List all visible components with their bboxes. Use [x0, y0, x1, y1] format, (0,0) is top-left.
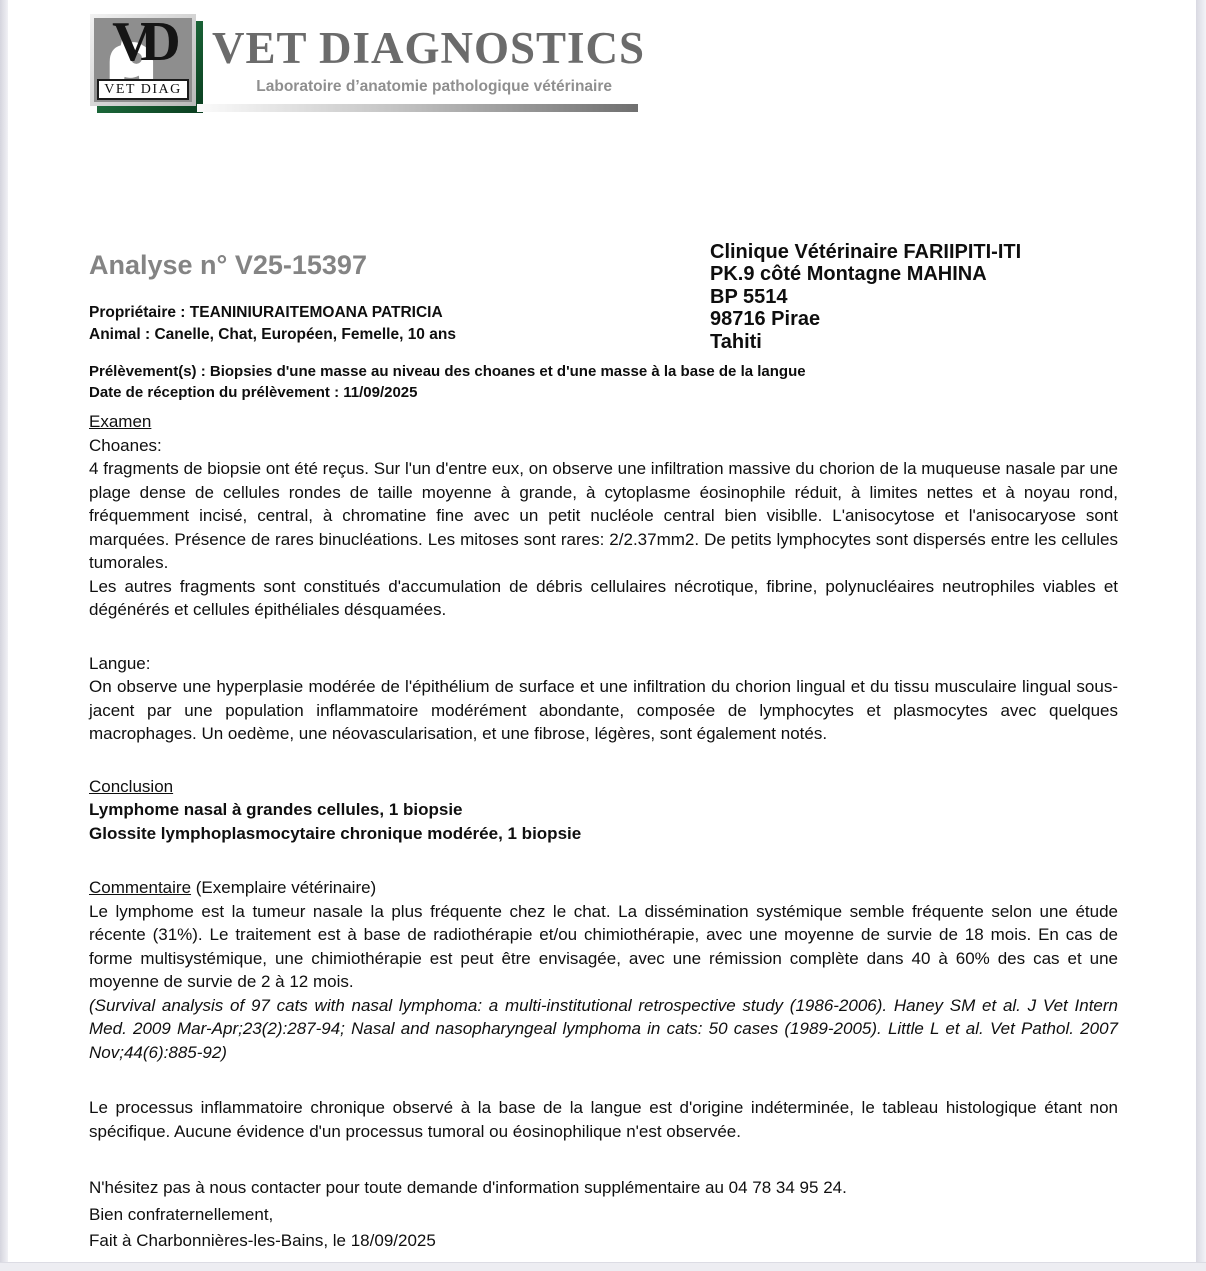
clinic-address-line: 98716 Pirae	[710, 308, 821, 331]
animal-line: Animal : Canelle, Chat, Européen, Femelle, 10 ans	[89, 326, 456, 343]
langue-paragraph: On observe une hyperplasie modérée de l'épithélium de surface et une infiltration du chorion lingual et du tissu musculaire lingual sous-jacent par une population inflammatoire modérément abondante, composée de lymphocytes et plasmocytes avec quelques macrophages. Un oedème, une néovascularisation, et une fibrose, légères, sont également notés.	[89, 677, 1118, 743]
conclusion-heading: Conclusion	[89, 776, 174, 796]
sample-info	[89, 361, 806, 403]
commentary-heading: Commentaire	[89, 878, 192, 897]
contact-line: N'hésitez pas à nous contacter pour toute demande d'information supplémentaire au 04 78 34 95 24.	[89, 1178, 847, 1197]
report-body	[89, 410, 1118, 1255]
commentary-citation: (Survival analysis of 97 cats with nasal lymphoma: a multi-institutional retrospective study (1986-2006). Haney SM et al. J Vet Intern Med. 2009 Mar-Apr;23(2):287-94; Nasal and nasopharyngeal lymphoma in cats: 50 cases (1989-2005). Little L et al. Vet Pathol. 2007 Nov;44(6):885-92)	[89, 995, 1118, 1062]
brand-subtitle: Laboratoire d’anatomie pathologique vétérinaire	[256, 78, 612, 95]
page-edge-bottom	[0, 1262, 1206, 1271]
commentary-paragraph-2: Le processus inflammatoire chronique observé à la base de la langue est d'origine indéterminée, le tableau histologique étant non spécifique. Aucune évidence d'un processus tumoral ou éosinophilique n'est observée.	[89, 1098, 1118, 1141]
choanes-label: Choanes:	[89, 435, 162, 455]
choanes-paragraph-1: 4 fragments de biopsie ont été reçus. Sur l'un d'entre eux, on observe une infiltration massive du chorion de la muqueuse nasale par une plage dense de cellules rondes de taille moyenne à grande, à cytoplasme éosinophile réduit, à limites nettes et à noyau rond, fréquemment incisé, central, à chromatine fine avec un petit nucléole central bien visiblle. L'anisocytose et l'anisocaryose sont marquées. Présence de rares binucléations. Les mitoses sont rares: 2/2.37mm2. De petits lymphocytes sont dispersés entre les cellules tumorales.	[89, 459, 1118, 572]
report-footer	[89, 1175, 1118, 1255]
conclusion-line-2: Glossite lymphoplasmocytaire chronique modérée, 1 biopsie	[89, 823, 582, 843]
logo-banner-label: VET DIAG	[97, 79, 189, 100]
clinic-address	[710, 241, 1021, 353]
clinic-address-line: PK.9 côté Montagne MAHINA	[710, 263, 987, 286]
commentary-paragraph-1: Le lymphome est la tumeur nasale la plus fréquente chez le chat. La dissémination systémique semble fréquente selon une étude récente (31%). Le traitement est à base de radiothérapie et/ou chimiothérapie, avec une moyenne de survie de 18 mois. En cas de forme multisystémique, une chimiothérapie est peut être envisagée, avec une rémission complète dans 40 à 60% des cas et une moyenne de survie de 2 à 12 mois.	[89, 901, 1118, 991]
exam-heading: Examen	[89, 412, 152, 431]
langue-label: Langue:	[89, 653, 151, 673]
commentary-heading-row	[89, 876, 1118, 900]
owner-info	[89, 302, 456, 346]
page-edge-right	[1196, 0, 1206, 1271]
commentary-heading-suffix: (Exemplaire vétérinaire)	[191, 878, 377, 897]
clinic-address-line: Clinique Vétérinaire FARIIPITI-ITI	[710, 241, 1022, 263]
choanes-paragraph-2: Les autres fragments sont constitués d'accumulation de débris cellulaires nécrotique, fibrine, polynucléaires neutrophiles viables et dégénérés et cellules épithéliales désquamées.	[89, 576, 1118, 619]
conclusion-line-1: Lymphome nasal à grandes cellules, 1 biopsie	[89, 800, 463, 819]
closing-line: Bien confraternellement,	[89, 1204, 274, 1224]
analysis-number-title: Analyse n° V25-15397	[89, 250, 367, 280]
page-edge-left	[0, 0, 8, 1271]
clinic-address-line: Tahiti	[710, 330, 762, 353]
clinic-address-line: BP 5514	[710, 285, 788, 308]
sample-line: Prélèvement(s) : Biopsies d'une masse au niveau des choanes et d'une masse à la base de la langue	[89, 363, 806, 380]
brand-name: VET DIAGNOSTICS	[212, 23, 646, 73]
vet-diag-logo	[90, 14, 204, 114]
logo-bevel-plate	[90, 14, 196, 106]
owner-line: Propriétaire : TEANINIURAITEMOANA PATRICIA	[89, 304, 443, 321]
logo-monogram: VD	[112, 18, 169, 73]
header-gradient-rule	[197, 104, 638, 112]
logo-face	[94, 18, 192, 102]
place-date-line: Fait à Charbonnières-les-Bains, le 18/09/2025	[89, 1231, 436, 1250]
reception-date-line: Date de réception du prélèvement : 11/09/2025	[89, 384, 418, 401]
